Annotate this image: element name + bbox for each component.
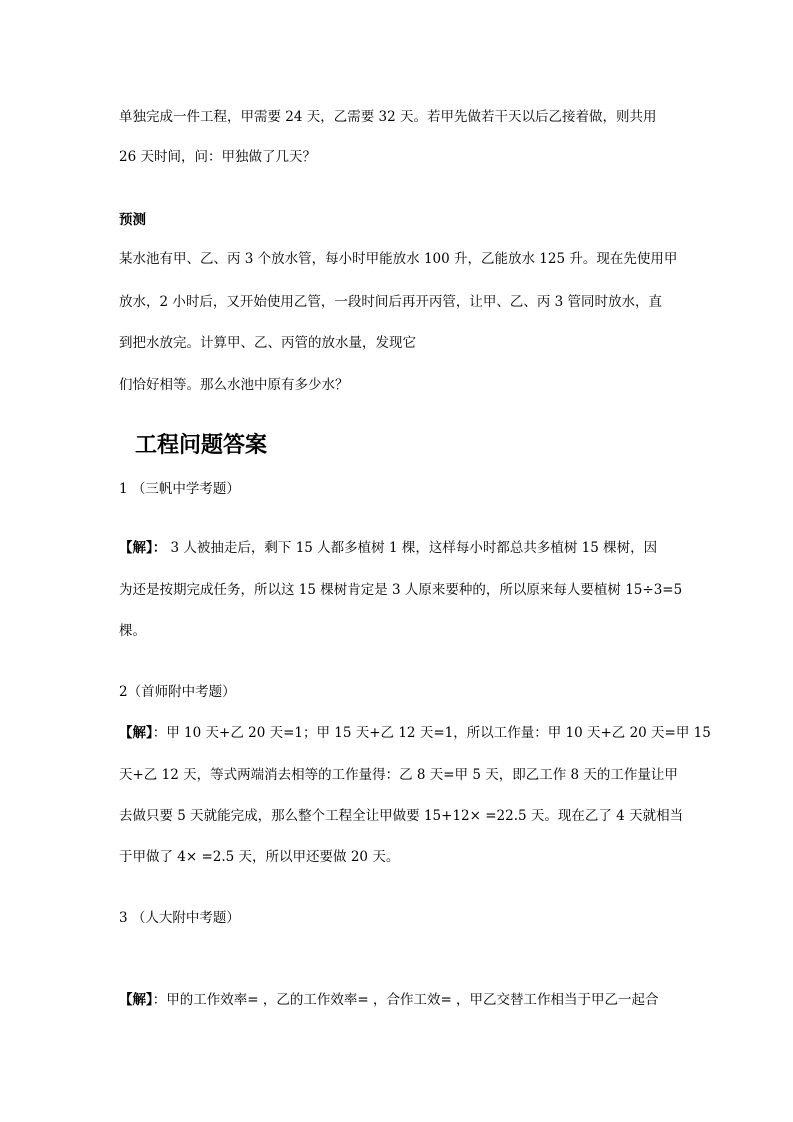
forecast-title: 预测 [119, 212, 146, 228]
q1-line-3: 棵。 [119, 623, 146, 639]
q1-line-2: 为还是按期完成任务，所以这 15 棵树肯定是 3 人原来要种的，所以原来每人要植树 15÷3=5 [119, 582, 683, 598]
answers-heading: 工程问题答案 [135, 432, 268, 458]
q2-line-1 [119, 724, 711, 742]
q1-title: 1 （三帆中学考题） [119, 481, 240, 497]
q1-solution-label: 【解】： [119, 540, 167, 556]
q3-solution-label: 【解】 [119, 992, 153, 1008]
q1-line-1-text: 3 人被抽走后，剩下 15 人都多植树 1 棵，这样每小时都总共多植树 15 棵树，因 [166, 540, 658, 556]
forecast-line-4: 们恰好相等。那么水池中原有多少水？ [119, 377, 349, 393]
forecast-line-3: 到把水放完。计算甲、乙、丙管的放水量，发现它 [119, 335, 416, 351]
q1-line-1 [119, 539, 657, 557]
q3-line-1-text: ：甲的工作效率= ，乙的工作效率= ，合作工效= ，甲乙交替工作相当于甲乙一起合 [152, 992, 659, 1008]
q2-solution-label: 【解】 [119, 725, 153, 741]
problem-line-2: 26 天时间，问：甲独做了几天？ [119, 149, 316, 165]
forecast-line-1: 某水池有甲、乙、丙 3 个放水管，每小时甲能放水 100 升，乙能放水 125 升。现在先使用甲 [119, 251, 678, 267]
q2-line-4: 于甲做了 4× =2.5 天，所以甲还要做 20 天。 [119, 849, 400, 865]
forecast-line-2: 放水，2 小时后，又开始使用乙管，一段时间后再开丙管，让甲、乙、丙 3 管同时放水，直 [119, 294, 663, 310]
q2-title: 2（首师附中考题） [119, 684, 236, 700]
q3-line-1 [119, 991, 659, 1009]
q2-line-1-text: ：甲 10 天+乙 20 天=1；甲 15 天+乙 12 天=1，所以工作量：甲 10 天+乙 20 天=甲 15 [152, 725, 711, 741]
q2-line-2: 天+乙 12 天，等式两端消去相等的工作量得：乙 8 天=甲 5 天，即乙工作 8 天的工作量让甲 [119, 767, 678, 783]
q3-title: 3 （人大附中考题） [119, 910, 240, 926]
problem-line-1: 单独完成一件工程，甲需要 24 天，乙需要 32 天。若甲先做若干天以后乙接着做，则共用 [119, 109, 657, 125]
q2-line-3: 去做只要 5 天就能完成，那么整个工程全让甲做要 15+12× =22.5 天。现在乙了 4 天就相当 [119, 808, 684, 824]
